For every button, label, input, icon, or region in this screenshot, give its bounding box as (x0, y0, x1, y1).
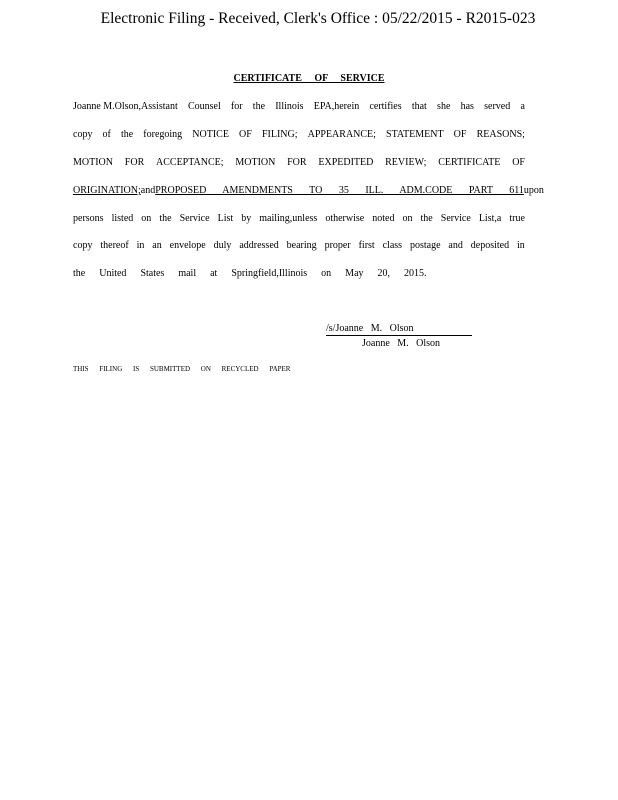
body-word: true (509, 213, 525, 224)
body-line-4 (73, 185, 544, 196)
body-word: REVIEW; (385, 157, 427, 168)
body-word: FOR (287, 157, 307, 168)
document-title-text: CERTIFICATE OF SERVICE (233, 73, 385, 84)
body-word: May (345, 268, 364, 279)
body-word: proper (324, 240, 351, 251)
body-word: duly (213, 240, 232, 251)
filing-stamp: Electronic Filing - Received, Clerk's Office : 05/22/2015 - R2015-023 (100, 10, 536, 27)
body-word: APPEARANCE; (307, 129, 376, 140)
body-word: for (230, 101, 243, 112)
body-word: 20, (377, 268, 391, 279)
body-word: OF (453, 129, 467, 140)
body-word: Joanne M.Olson,Assistant (73, 101, 178, 112)
body-word: certifies (369, 101, 402, 112)
body-line-5 (73, 213, 525, 224)
document-title (0, 73, 618, 84)
body-word: EXPEDITED (318, 157, 374, 168)
body-word: noted (372, 213, 395, 224)
body-word: mail (178, 268, 197, 279)
body-word: mailing,unless (259, 213, 318, 224)
body-word: List (217, 213, 234, 224)
body-word: first (358, 240, 375, 251)
body-word: FILING; (261, 129, 298, 140)
body-word: an (152, 240, 162, 251)
body-word: Illinois (275, 101, 304, 112)
body-word: CERTIFICATE (438, 157, 501, 168)
body-word: 2015. (404, 268, 427, 279)
body-word: foregoing (143, 129, 183, 140)
body-word: the (252, 101, 266, 112)
body-word: a (520, 101, 525, 112)
body-word: STATEMENT (386, 129, 444, 140)
body-word: deposited (470, 240, 510, 251)
body-word: in (517, 240, 525, 251)
signatory-name: Joanne M. Olson (362, 338, 441, 349)
signature-line: /s/Joanne M. Olson (326, 323, 472, 336)
body-word: that (411, 101, 427, 112)
body-word: Service (179, 213, 210, 224)
body-word: List,a (478, 213, 502, 224)
body-word: copy (73, 129, 93, 140)
body-line-6 (73, 240, 525, 251)
body-word: has (460, 101, 474, 112)
body-line-7 (73, 268, 525, 279)
body-word: served (484, 101, 511, 112)
body-word: persons (73, 213, 104, 224)
proposed-amendments-text: PROPOSED AMENDMENTS TO 35 ILL. ADM.CODE PART 611 (155, 185, 524, 196)
body-line-1 (73, 101, 525, 112)
body-word: FOR (124, 157, 145, 168)
body-word: OF (239, 129, 252, 140)
origination-text: ORIGINATION; (73, 185, 141, 196)
body-word: listed (111, 213, 134, 224)
body-word: bearing (286, 240, 317, 251)
body-word: EPA,herein (313, 101, 360, 112)
body-word: addressed (239, 240, 279, 251)
body-line-2 (73, 129, 525, 140)
body-word: the (159, 213, 172, 224)
body-word: MOTION (73, 157, 113, 168)
body-word: the (73, 268, 86, 279)
body-word: postage (409, 240, 441, 251)
body-word: United (99, 268, 127, 279)
body-word: OF (512, 157, 525, 168)
body-word: ACCEPTANCE; (156, 157, 224, 168)
body-word: envelope (169, 240, 206, 251)
body-word: class (382, 240, 403, 251)
recycled-paper-notice: THIS FILING IS SUBMITTED ON RECYCLED PAPER (73, 365, 291, 373)
body-word: otherwise (325, 213, 365, 224)
body-word: the (420, 213, 433, 224)
body-word: on (402, 213, 413, 224)
body-word: and (448, 240, 463, 251)
body-word: at (210, 268, 218, 279)
body-word: by (241, 213, 252, 224)
body-word: and (140, 185, 156, 196)
body-word: in (136, 240, 145, 251)
body-word: REASONS; (476, 129, 525, 140)
body-word: NOTICE (192, 129, 229, 140)
body-word: Service (440, 213, 471, 224)
body-word: on (321, 268, 332, 279)
body-word: of (102, 129, 111, 140)
body-line-3 (73, 157, 525, 168)
body-word: on (141, 213, 152, 224)
body-word: she (437, 101, 451, 112)
body-word: thereof (100, 240, 129, 251)
body-word: upon (523, 185, 544, 196)
body-word: the (120, 129, 134, 140)
body-word: copy (73, 240, 93, 251)
body-word: MOTION (235, 157, 276, 168)
body-word: Springfield,Illinois (231, 268, 308, 279)
body-word: Counsel (187, 101, 221, 112)
body-word: States (140, 268, 165, 279)
